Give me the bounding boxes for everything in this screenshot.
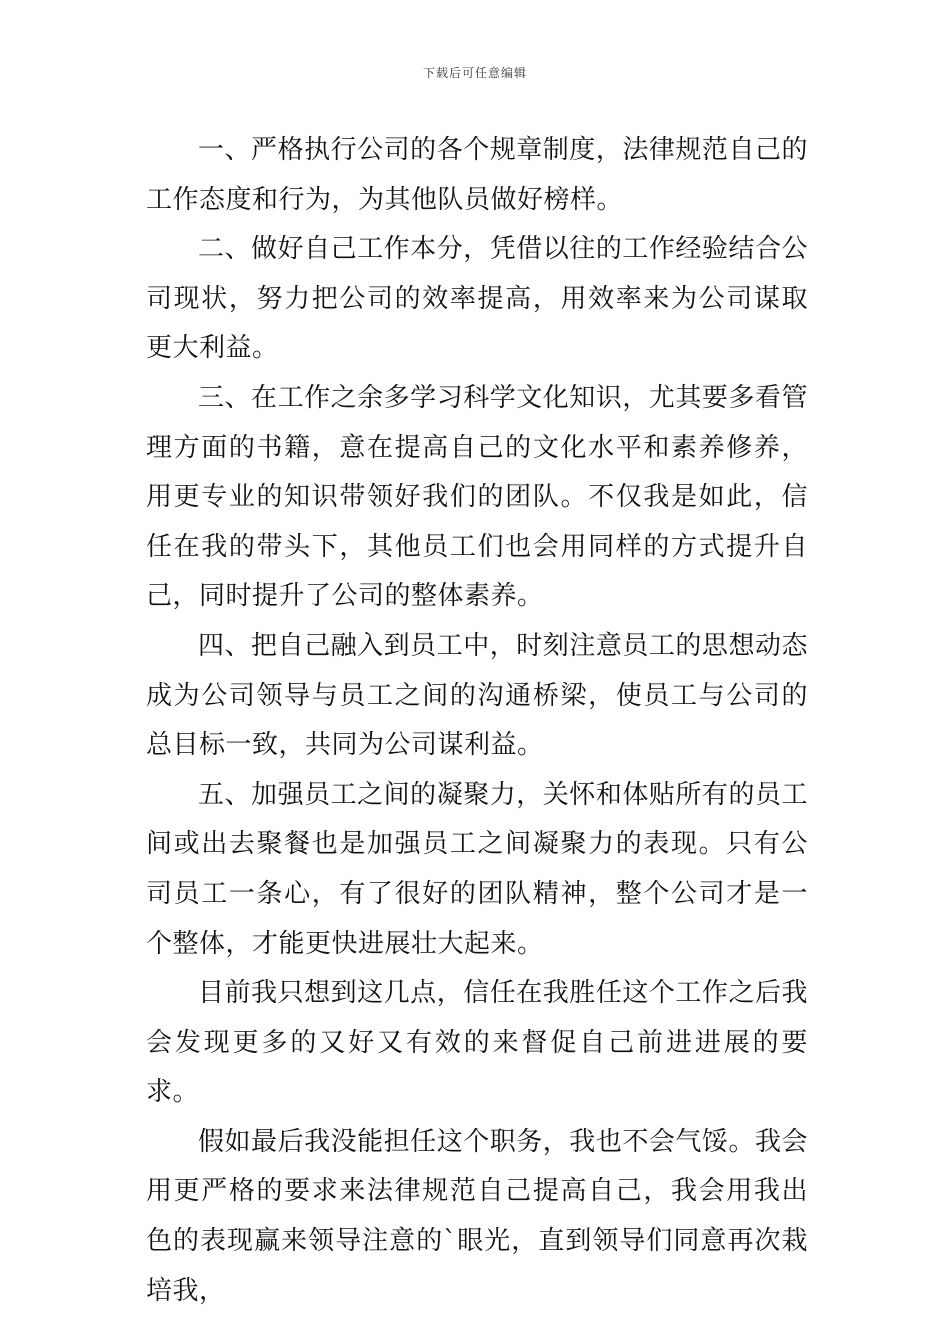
page-header: 下载后可任意编辑	[422, 66, 527, 80]
document-body	[146, 126, 808, 1316]
paragraph-3: 三、在工作之余多学习科学文化知识，尤其要多看管理方面的书籍，意在提高自己的文化水平和素养修养，用更专业的知识带领好我们的团队。不仅我是如此，信任在我的带头下，其他员工们也会用同样的方式提升自己，同时提升了公司的整体素养。	[146, 382, 808, 612]
paragraph-1: 一、严格执行公司的各个规章制度，法律规范自己的工作态度和行为，为其他队员做好榜样。	[146, 135, 808, 215]
paragraph-2: 二、做好自己工作本分，凭借以往的工作经验结合公司现状，努力把公司的效率提高，用效率来为公司谋取更大利益。	[146, 234, 808, 364]
paragraph-6: 目前我只想到这几点，信任在我胜任这个工作之后我会发现更多的又好又有效的来督促自己前进进展的要求。	[146, 978, 808, 1108]
paragraph-7: 假如最后我没能担任这个职务，我也不会气馁。我会用更严格的要求来法律规范自己提高自己，我会用我出色的表现赢来领导注意的`眼光，直到领导们同意再次栽培我，	[146, 1126, 808, 1306]
paragraph-4: 四、把自己融入到员工中，时刻注意员工的思想动态成为公司领导与员工之间的沟通桥梁，使员工与公司的总目标一致，共同为公司谋利益。	[146, 630, 808, 761]
paragraph-5: 五、加强员工之间的凝聚力，关怀和体贴所有的员工间或出去聚餐也是加强员工之间凝聚力的表现。只有公司员工一条心，有了很好的团队精神，整个公司才是一个整体，才能更快进展壮大起来。	[146, 779, 808, 959]
